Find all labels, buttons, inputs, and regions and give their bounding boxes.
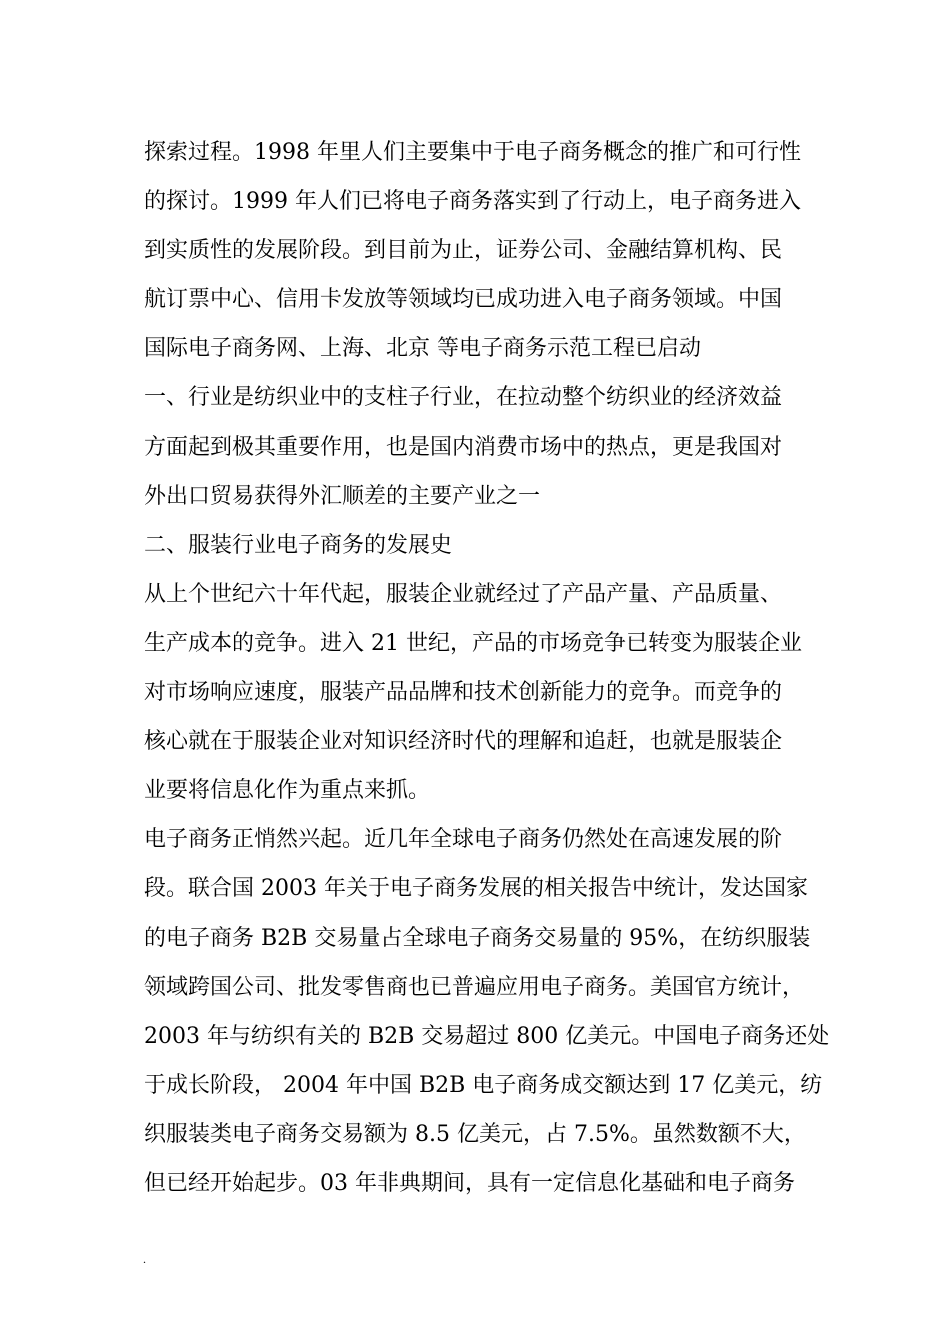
- text-line: 于成长阶段， 2004 年中国 B2B 电子商务成交额达到 17 亿美元，纺: [144, 1072, 823, 1098]
- text-line: 2003 年与纺织有关的 B2B 交易超过 800 亿美元。中国电子商务还处: [144, 1023, 830, 1049]
- text-line: 织服装类电子商务交易额为 8.5 亿美元，占 7.5%。虽然数额不大，: [144, 1121, 806, 1147]
- text-line: 国际电子商务网、上海、北京 等电子商务示范工程已启动: [144, 336, 701, 362]
- text-line: 业要将信息化作为重点来抓。: [144, 778, 431, 804]
- footer-mark: .: [143, 1252, 146, 1266]
- text-line: 外出口贸易获得外汇顺差的主要产业之一: [144, 483, 541, 509]
- text-line: 方面起到极其重要作用，也是国内消费市场中的热点，更是我国对: [144, 434, 783, 460]
- text-line: 探索过程。1998 年里人们主要集中于电子商务概念的推广和可行性: [144, 140, 801, 165]
- text-line: 电子商务正悄然兴起。近几年全球电子商务仍然处在高速发展的阶: [144, 827, 783, 853]
- text-line: 航订票中心、信用卡发放等领域均已成功进入电子商务领域。中国: [144, 287, 783, 313]
- text-line: 领域跨国公司、批发零售商也已普遍应用电子商务。美国官方统计，: [144, 974, 805, 1000]
- text-line: 对市场响应速度，服装产品品牌和技术创新能力的竞争。而竞争的: [144, 680, 783, 706]
- text-line: 的电子商务 B2B 交易量占全球电子商务交易量的 95%，在纺织服装: [144, 925, 811, 951]
- text-line: 但已经开始起步。03 年非典期间，具有一定信息化基础和电子商务: [144, 1170, 795, 1196]
- text-line: 一、行业是纺织业中的支柱子行业，在拉动整个纺织业的经济效益: [144, 385, 783, 411]
- text-line: 段。联合国 2003 年关于电子商务发展的相关报告中统计，发达国家: [144, 876, 808, 902]
- text-line: 的探讨。1999 年人们已将电子商务落实到了行动上，电子商务进入: [144, 189, 801, 215]
- text-line: 生产成本的竞争。进入 21 世纪，产品的市场竞争已转变为服装企业: [144, 630, 802, 656]
- text-line: 从上个世纪六十年代起，服装企业就经过了产品产量、产品质量、: [144, 581, 783, 607]
- text-line: 到实质性的发展阶段。到目前为止，证券公司、金融结算机构、民: [144, 238, 783, 264]
- text-line: 核心就在于服装企业对知识经济时代的理解和追赶，也就是服装企: [144, 729, 783, 755]
- body-text: [144, 128, 830, 1208]
- section-heading: 二、服装行业电子商务的发展史: [144, 532, 453, 558]
